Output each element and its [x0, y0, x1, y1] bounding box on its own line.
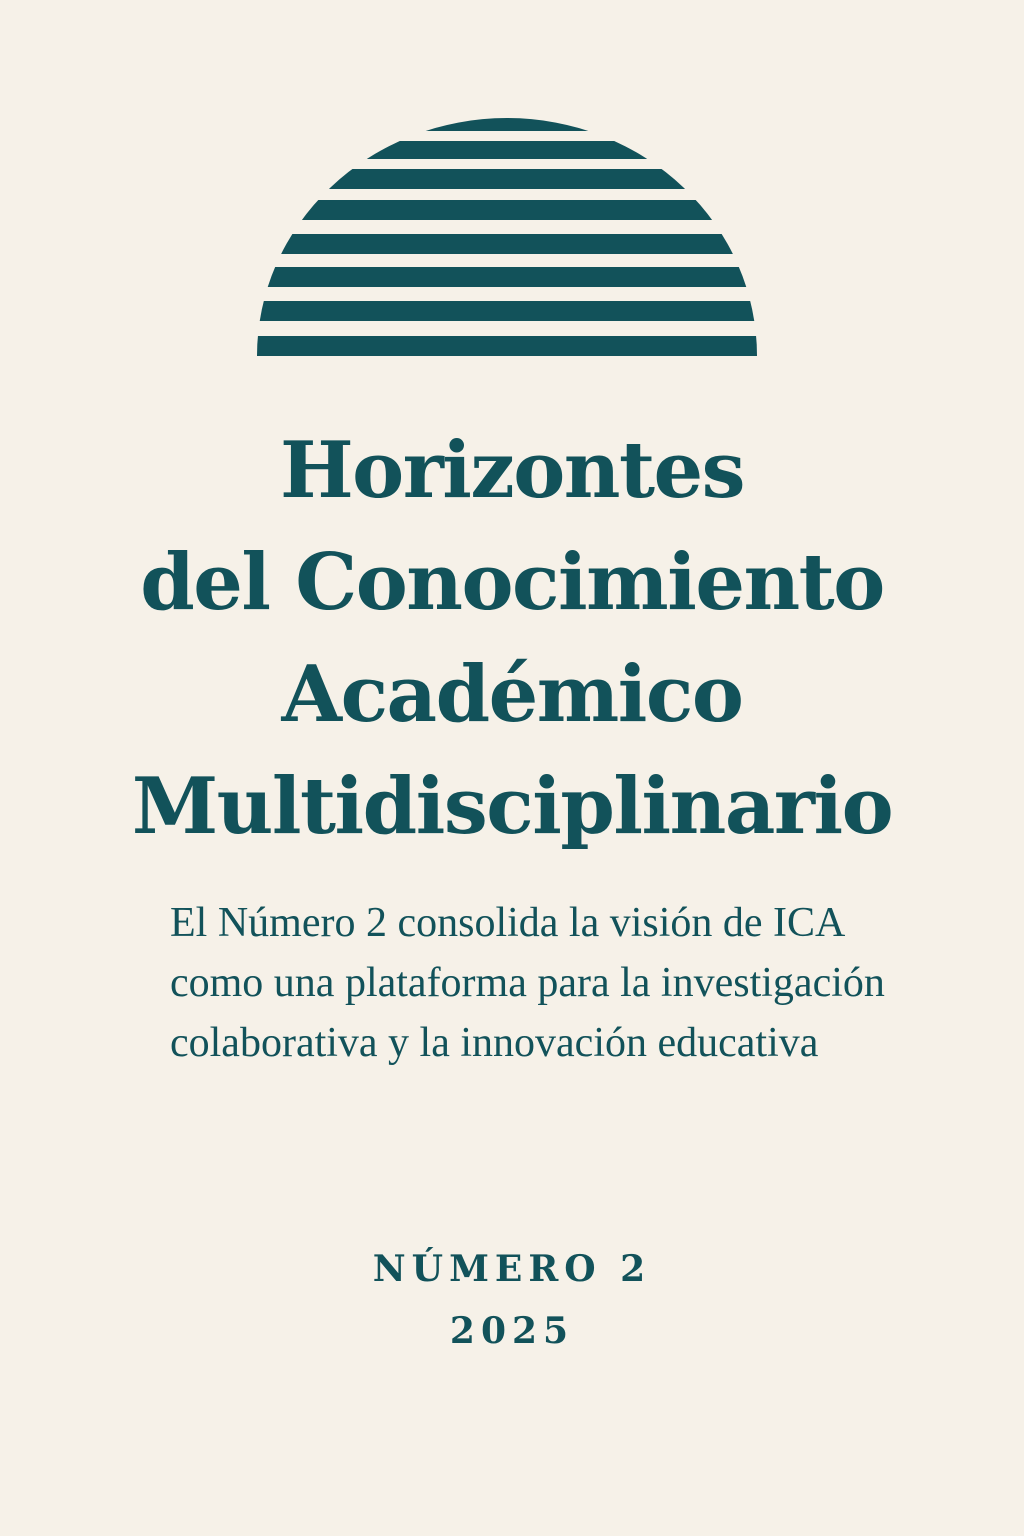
issue-number: NÚMERO 2: [372, 1248, 652, 1290]
title-line: Horizontes: [279, 425, 745, 516]
issue-year: 2025: [449, 1310, 575, 1352]
striped-half-sun-icon: [257, 110, 757, 356]
title-line: Académico: [281, 649, 743, 740]
journal-title: [0, 415, 1024, 863]
cover-subtitle: El Número 2 consolida la visión de ICA como una plataforma para la investigación colaborativa y la innovación educativa: [170, 900, 885, 1066]
title-line: del Conocimiento: [140, 537, 884, 628]
issue-info: [0, 1238, 1024, 1362]
title-line: Multidisciplinario: [131, 761, 893, 852]
